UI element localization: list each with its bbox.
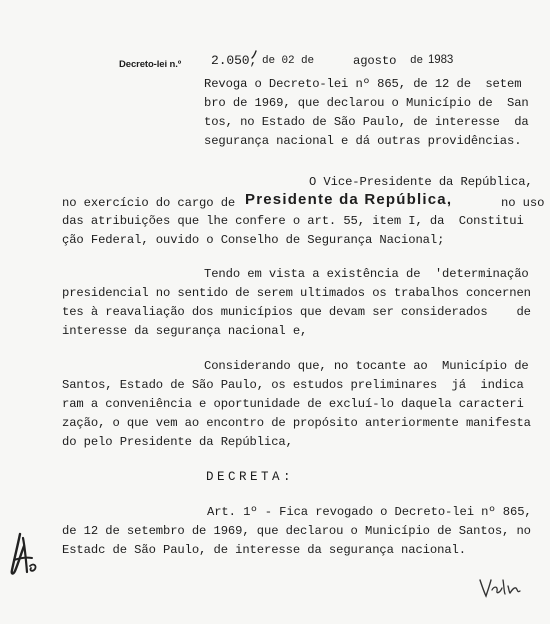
decree-label: Decreto-lei n.º: [119, 59, 182, 70]
para2-line-2: Santos, Estado de São Paulo, os estudos preliminares já indica: [62, 378, 524, 392]
decree-date-prefix: de 02 de: [262, 55, 315, 67]
para2-line-5: do pelo Presidente da República,: [62, 435, 293, 449]
preamble-line-2a: no exercício do cargo de: [62, 196, 236, 210]
decree-year-prefix: de: [410, 55, 424, 67]
decree-month: agosto: [353, 54, 397, 68]
ementa-line-2: bro de 1969, que declarou o Município de San: [204, 96, 529, 110]
preamble-line-2b: Presidente da República,: [245, 191, 453, 208]
para2-line-4: zação, o que vem ao encontro de propósito anteriormente manifesta: [62, 416, 531, 430]
handwritten-signature-right: [476, 574, 526, 604]
para2-line-3: ram a conveniência e oportunidade de excluí-lo daquela caracteri: [62, 397, 524, 411]
preamble-line-2c: no uso: [501, 196, 545, 210]
decreta-heading: DECRETA:: [206, 470, 295, 484]
para1-line-3: tes à reavaliação dos municípios que devam ser considerados de: [62, 305, 531, 319]
apostrophe-mark: [250, 50, 260, 60]
para2-line-1: Considerando que, no tocante ao Município de: [204, 359, 529, 373]
para1-line-4: interesse da segurança nacional e,: [62, 324, 308, 338]
decree-number: 2.050,: [211, 53, 258, 68]
para1-line-2: presidencial no sentido de serem ultimados os trabalhos concernen: [62, 286, 531, 300]
art1-line-2: de 12 de setembro de 1969, que declarou o Município de Santos, no: [62, 524, 531, 538]
handwritten-initials-left: [6, 530, 44, 580]
ementa-line-4: segurança nacional e dá outras providências.: [204, 134, 522, 148]
ementa-line-3: tos, no Estado de São Paulo, de interesse da: [204, 115, 529, 129]
art1-line-1: Art. 1º - Fica revogado o Decreto-lei nº 865,: [207, 505, 532, 519]
art1-line-3: Estadc de São Paulo, de interesse da segurança nacional.: [62, 543, 466, 557]
ementa-line-1: Revoga o Decreto-lei nº 865, de 12 de setem: [204, 77, 522, 91]
preamble-line-3: das atribuições que lhe confere o art. 55, item I, da Constitui: [62, 214, 524, 228]
preamble-line-4: ção Federal, ouvido o Conselho de Segurança Nacional;: [62, 233, 445, 247]
decree-year: 1983: [428, 54, 454, 66]
preamble-line-1: O Vice-Presidente da República,: [309, 175, 533, 189]
para1-line-1: Tendo em vista a existência de 'determinação: [204, 267, 529, 281]
